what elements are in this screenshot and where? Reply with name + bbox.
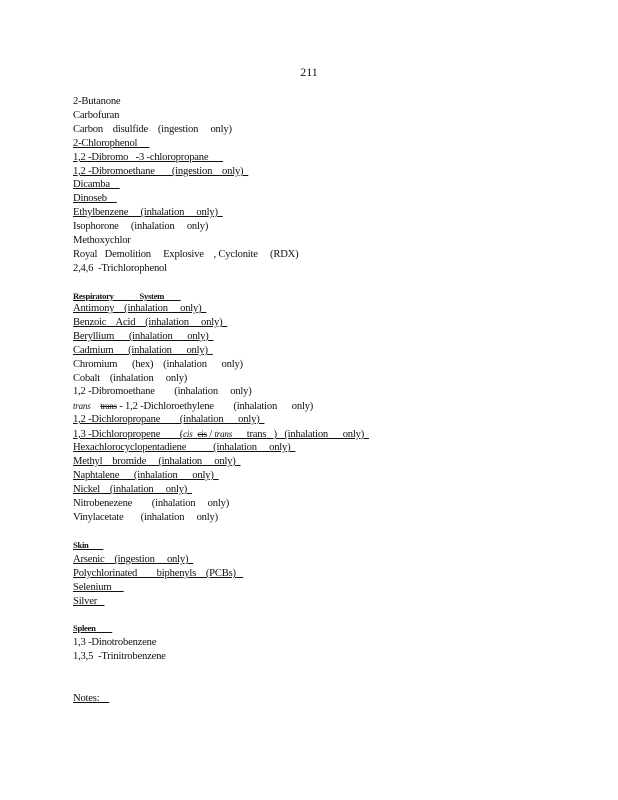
list-item: 1,2 -Dibromoethane (inhalation only): [73, 386, 252, 397]
list-item: Arsenic (ingestion only): [73, 554, 194, 565]
list-item: Vinylacetate (inhalation only): [73, 512, 218, 523]
list-item: 2,4,6 -Trichlorophenol: [73, 263, 167, 274]
list-item: Chromium (hex) (inhalation only): [73, 359, 243, 370]
list-item: 1,3 -Dinotrobenzene: [73, 637, 157, 648]
cis-italic-label: cis: [183, 429, 193, 439]
trans-italic-label: trans: [214, 429, 233, 439]
list-item: Methyl bromide (inhalation only): [73, 456, 241, 467]
trans-italic-label: trans: [73, 401, 91, 411]
list-item: Carbon disulfide (ingestion only): [73, 124, 232, 135]
list-item: Silver: [73, 596, 105, 607]
list-item: Dinoseb: [73, 193, 117, 204]
list-item: 1,2 -Dibromoethane (ingestion only): [73, 166, 249, 177]
list-item: Ethylbenzene (inhalation only): [73, 207, 223, 218]
slash-separator: /: [206, 429, 213, 440]
list-item-dichloropropene: [73, 428, 369, 441]
list-item: 1,2 -Dibromo -3 -chloropropane: [73, 152, 224, 163]
list-item: Nickel (inhalation only): [73, 484, 193, 495]
list-item: Cadmium (inhalation only): [73, 345, 213, 356]
list-item: 1,2 -Dichloropropane (inhalation only): [73, 414, 265, 425]
dichloropropene-suffix: trans ) (inhalation only): [232, 429, 369, 440]
list-item: Dicamba: [73, 179, 120, 190]
list-item: Selenium: [73, 582, 124, 593]
list-item: Beryllium (inhalation only): [73, 331, 214, 342]
list-item: 2-Butanone: [73, 96, 121, 107]
cis-struck-label: cis: [197, 429, 207, 439]
list-item: Antimony (inhalation only): [73, 303, 207, 314]
list-item: Carbofuran: [73, 110, 120, 121]
list-item: Cobalt (inhalation only): [73, 373, 188, 384]
trans-struck-label: trans: [100, 401, 117, 411]
spleen-header: Spleen: [73, 623, 113, 633]
list-item: Nitrobenezene (inhalation only): [73, 498, 230, 509]
dichloropropene-prefix: 1,3 -Dichloropropene (: [73, 429, 184, 440]
list-item: Hexachlorocyclopentadiene (inhalation only): [73, 442, 296, 453]
respiratory-system-header: Respiratory System: [73, 291, 181, 301]
list-item: Isophorone (inhalation only): [73, 221, 209, 232]
list-item: Polychlorinated biphenyls (PCBs): [73, 568, 244, 579]
list-item: Naphtalene (inhalation only): [73, 470, 219, 481]
skin-header: Skin: [73, 540, 104, 550]
notes-label: Notes:: [73, 693, 110, 704]
list-item: 1,3,5 -Trinitrobenzene: [73, 651, 166, 662]
page-number: 211: [300, 65, 318, 79]
list-item: 2-Chlorophenol: [73, 138, 150, 149]
list-item: Royal Demolition Explosive , Cyclonite (RDX): [73, 249, 299, 260]
list-item-trans-dichloroethylene: [73, 400, 313, 413]
dichloroethylene-text: - 1,2 -Dichloroethylene (inhalation only): [116, 401, 314, 412]
list-item: Methoxychlor: [73, 235, 131, 246]
list-item: Benzoic Acid (inhalation only): [73, 317, 228, 328]
